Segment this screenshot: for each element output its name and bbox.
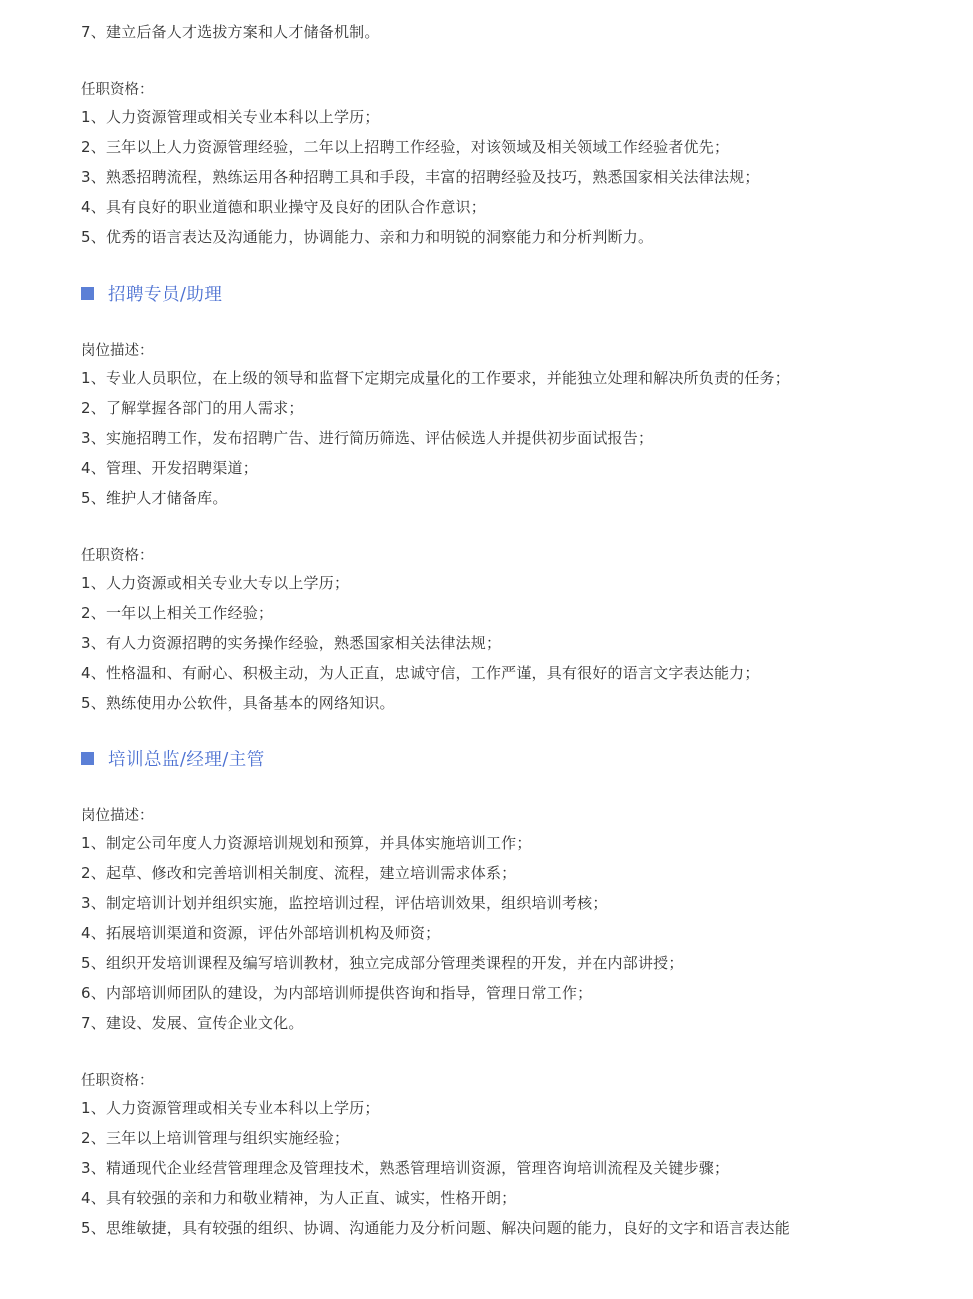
list-item: 5、思维敏捷，具有较强的组织、协调、沟通能力及分析问题、解决问题的能力，良好的文字和语言表达能 bbox=[81, 1219, 790, 1237]
list-item: 2、了解掌握各部门的用人需求； bbox=[81, 399, 304, 417]
list-item: 5、组织开发培训课程及编写培训教材，独立完成部分管理类课程的开发，并在内部讲授； bbox=[81, 954, 684, 972]
list-item: 4、性格温和、有耐心、积极主动，为人正直，忠诚守信，工作严谨，具有很好的语言文字表达能力； bbox=[81, 664, 760, 682]
square-bullet-icon bbox=[81, 287, 94, 300]
description-label: 岗位描述： bbox=[81, 808, 154, 824]
list-item: 1、人力资源管理或相关专业本科以上学历； bbox=[81, 1099, 380, 1117]
list-item: 3、有人力资源招聘的实务操作经验，熟悉国家相关法律法规； bbox=[81, 634, 502, 652]
list-item: 7、建立后备人才选拔方案和人才储备机制。 bbox=[81, 23, 380, 41]
list-item: 6、内部培训师团队的建设，为内部培训师提供咨询和指导，管理日常工作； bbox=[81, 984, 593, 1002]
list-item: 2、起草、修改和完善培训相关制度、流程，建立培训需求体系； bbox=[81, 864, 517, 882]
requirements-label: 任职资格： bbox=[81, 82, 154, 98]
section-heading-training bbox=[81, 746, 265, 770]
list-item: 5、熟练使用办公软件，具备基本的网络知识。 bbox=[81, 694, 395, 712]
requirements-label: 任职资格： bbox=[81, 1073, 154, 1089]
list-item: 5、维护人才储备库。 bbox=[81, 489, 228, 507]
list-item: 4、管理、开发招聘渠道； bbox=[81, 459, 258, 477]
square-bullet-icon bbox=[81, 752, 94, 765]
section-heading-recruiter bbox=[81, 281, 222, 305]
section-title: 培训总监/经理/主管 bbox=[108, 749, 265, 770]
list-item: 1、人力资源管理或相关专业本科以上学历； bbox=[81, 108, 380, 126]
list-item: 3、实施招聘工作，发布招聘广告、进行简历筛选、评估候选人并提供初步面试报告； bbox=[81, 429, 654, 447]
list-item: 2、三年以上培训管理与组织实施经验； bbox=[81, 1129, 350, 1147]
list-item: 4、具有良好的职业道德和职业操守及良好的团队合作意识； bbox=[81, 198, 486, 216]
description-label: 岗位描述： bbox=[81, 343, 154, 359]
list-item: 4、拓展培训渠道和资源，评估外部培训机构及师资； bbox=[81, 924, 441, 942]
section-title: 招聘专员/助理 bbox=[108, 284, 223, 305]
list-item: 5、优秀的语言表达及沟通能力，协调能力、亲和力和明锐的洞察能力和分析判断力。 bbox=[81, 228, 654, 246]
list-item: 3、制定培训计划并组织实施，监控培训过程，评估培训效果，组织培训考核； bbox=[81, 894, 608, 912]
list-item: 1、制定公司年度人力资源培训规划和预算，并具体实施培训工作； bbox=[81, 834, 532, 852]
list-item: 3、精通现代企业经营管理理念及管理技术，熟悉管理培训资源，管理咨询培训流程及关键步骤； bbox=[81, 1159, 730, 1177]
list-item: 4、具有较强的亲和力和敬业精神，为人正直、诚实，性格开朗； bbox=[81, 1189, 517, 1207]
list-item: 2、三年以上人力资源管理经验，二年以上招聘工作经验，对该领域及相关领域工作经验者优先； bbox=[81, 138, 730, 156]
list-item: 2、一年以上相关工作经验； bbox=[81, 604, 274, 622]
list-item: 7、建设、发展、宣传企业文化。 bbox=[81, 1014, 304, 1032]
requirements-label: 任职资格： bbox=[81, 548, 154, 564]
list-item: 3、熟悉招聘流程，熟练运用各种招聘工具和手段，丰富的招聘经验及技巧，熟悉国家相关法律法规； bbox=[81, 168, 760, 186]
list-item: 1、人力资源或相关专业大专以上学历； bbox=[81, 574, 350, 592]
list-item: 1、专业人员职位，在上级的领导和监督下定期完成量化的工作要求，并能独立处理和解决所负责的任务； bbox=[81, 369, 790, 387]
